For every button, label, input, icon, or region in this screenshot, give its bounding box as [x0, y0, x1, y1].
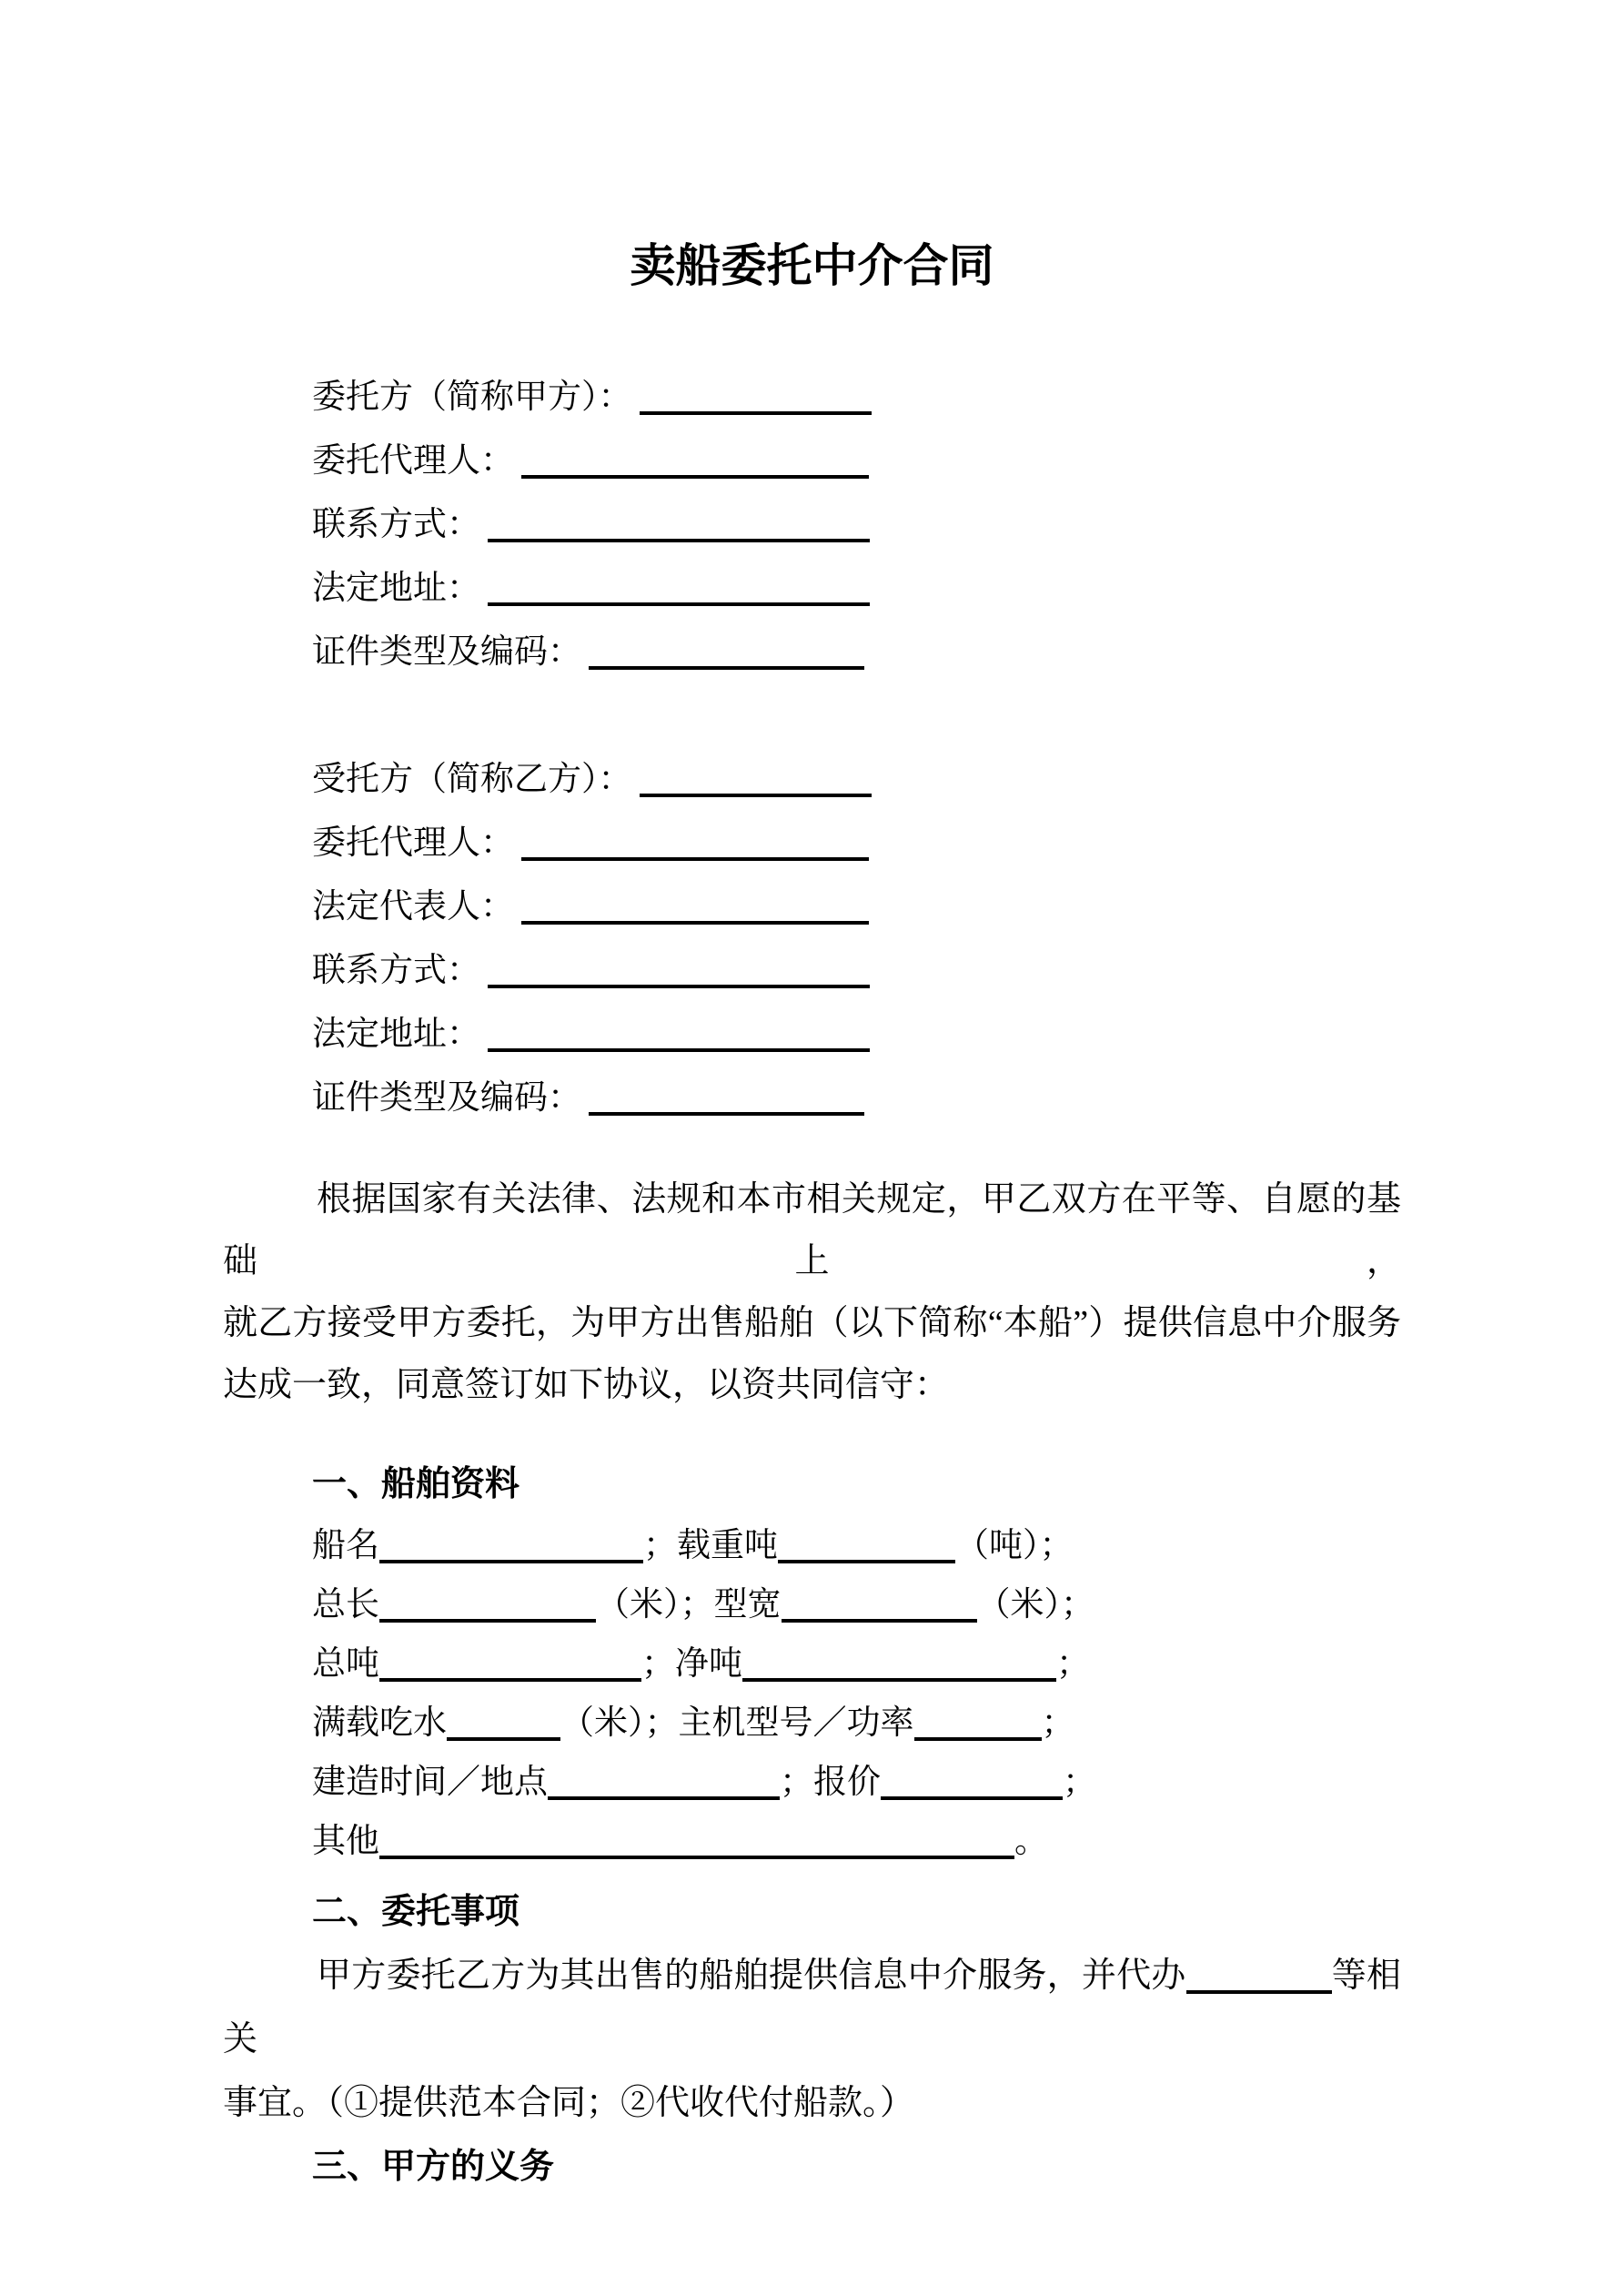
- ship-data-row: [223, 1753, 1401, 1812]
- field-label: 证件类型及编码：: [312, 633, 581, 671]
- line-text: （米）；主机型号／功率: [560, 1704, 914, 1742]
- line-text: ；净吨: [641, 1645, 742, 1683]
- field-label: 委托代理人：: [312, 824, 514, 862]
- ship-data-row: [223, 1516, 1401, 1575]
- fill-in-blank-line: [488, 531, 870, 542]
- fill-in-blank-line: [488, 1041, 870, 1052]
- fill-in-blank-line: [488, 977, 870, 988]
- field-label: 法定代表人：: [312, 888, 514, 925]
- fill-in-blank-line: [782, 1612, 977, 1623]
- ship-data-row: [223, 1634, 1401, 1694]
- form-field-row: [223, 875, 1401, 939]
- fill-in-blank-line: [379, 1553, 643, 1563]
- field-label: 联系方式：: [312, 952, 480, 989]
- form-field-row: [223, 1067, 1401, 1130]
- section-two-heading: 二、委托事项: [312, 1893, 520, 1931]
- form-field-row: [223, 366, 1401, 430]
- field-label: 证件类型及编码：: [312, 1079, 581, 1117]
- line-text: 。: [1014, 1823, 1048, 1860]
- blank-paragraph-gap: [223, 684, 1401, 748]
- line-text: ；: [1041, 1704, 1075, 1742]
- fill-in-blank-line: [914, 1730, 1042, 1741]
- fill-in-blank-line: [640, 404, 872, 415]
- entrust-matters-line-1: [223, 1944, 1401, 2071]
- intro-paragraph: [223, 1168, 1401, 1416]
- ship-data-row: [223, 1812, 1401, 1871]
- field-label: 法定地址：: [312, 570, 480, 607]
- field-label: 委托代理人：: [312, 442, 514, 480]
- form-field-row: [223, 621, 1401, 684]
- fill-in-blank-line: [548, 1789, 780, 1800]
- party-a-fields: [223, 366, 1401, 684]
- field-label: 法定地址：: [312, 1016, 480, 1053]
- ship-data-row: [223, 1694, 1401, 1753]
- line-text: ；: [1056, 1645, 1090, 1683]
- line-text: 等相关: [223, 1957, 1401, 2058]
- line-text: 建造时间／地点: [312, 1764, 548, 1801]
- ship-data-row: [223, 1575, 1401, 1634]
- form-field-row: [223, 812, 1401, 875]
- intro-line: 根据国家有关法律、法规和本市相关规定，甲乙双方在平等、自愿的基础上，: [223, 1180, 1401, 1280]
- form-field-row: [223, 939, 1401, 1003]
- contract-title: 卖船委托中介合同: [630, 240, 994, 291]
- form-field-row: [223, 557, 1401, 621]
- intro-line: 就乙方接受甲方委托，为甲方出售船舶（以下简称“本船”）提供信息中介服务: [223, 1304, 1401, 1342]
- fill-in-blank-line: [589, 1105, 864, 1116]
- line-text: （米）；: [976, 1586, 1094, 1623]
- field-label: 联系方式：: [312, 506, 480, 543]
- line-text: 其他: [312, 1823, 379, 1860]
- ship-data-lines: [223, 1516, 1401, 1871]
- line-text: （米）；型宽: [596, 1586, 782, 1623]
- line-text: 船名: [312, 1527, 379, 1564]
- fill-in-blank-line: [488, 595, 870, 606]
- line-text: 满载吃水: [312, 1704, 447, 1742]
- line-text: ；载重吨: [643, 1527, 778, 1564]
- fill-in-blank-line: [881, 1789, 1063, 1800]
- line-text: 总长: [312, 1586, 379, 1623]
- form-field-row: [223, 493, 1401, 557]
- field-label: 委托方（简称甲方）：: [312, 379, 632, 416]
- fill-in-blank-line: [1186, 1983, 1332, 1994]
- line-text: 总吨: [312, 1645, 379, 1683]
- fill-in-blank-line: [640, 786, 872, 797]
- form-field-row: [223, 748, 1401, 812]
- section-three-heading: 三、甲方的义务: [312, 2148, 555, 2186]
- fill-in-blank-line: [742, 1671, 1056, 1682]
- fill-in-blank-line: [521, 468, 869, 479]
- entrust-matters-line-2: 事宜。（①提供范本合同；②代收代付船款。）: [223, 2084, 915, 2122]
- fill-in-blank-line: [521, 850, 869, 861]
- party-b-fields: [223, 748, 1401, 1130]
- fill-in-blank-line: [379, 1848, 1014, 1859]
- form-field-row: [223, 1003, 1401, 1067]
- line-text: ；报价: [780, 1764, 881, 1801]
- field-label: 受托方（简称乙方）：: [312, 761, 632, 798]
- intro-line: 达成一致，同意签订如下协议，以资共同信守：: [223, 1366, 950, 1404]
- fill-in-blank-line: [521, 914, 869, 925]
- line-text: ；: [1063, 1764, 1096, 1801]
- form-field-row: [223, 430, 1401, 493]
- fill-in-blank-line: [379, 1671, 641, 1682]
- fill-in-blank-line: [778, 1553, 955, 1563]
- section-one-heading: 一、船舶资料: [312, 1465, 520, 1503]
- line-text: （吨）；: [955, 1527, 1074, 1564]
- fill-in-blank-line: [447, 1730, 560, 1741]
- fill-in-blank-line: [589, 659, 864, 670]
- line-text: 甲方委托乙方为其出售的船舶提供信息中介服务，并代办: [317, 1957, 1186, 1995]
- fill-in-blank-line: [379, 1612, 596, 1623]
